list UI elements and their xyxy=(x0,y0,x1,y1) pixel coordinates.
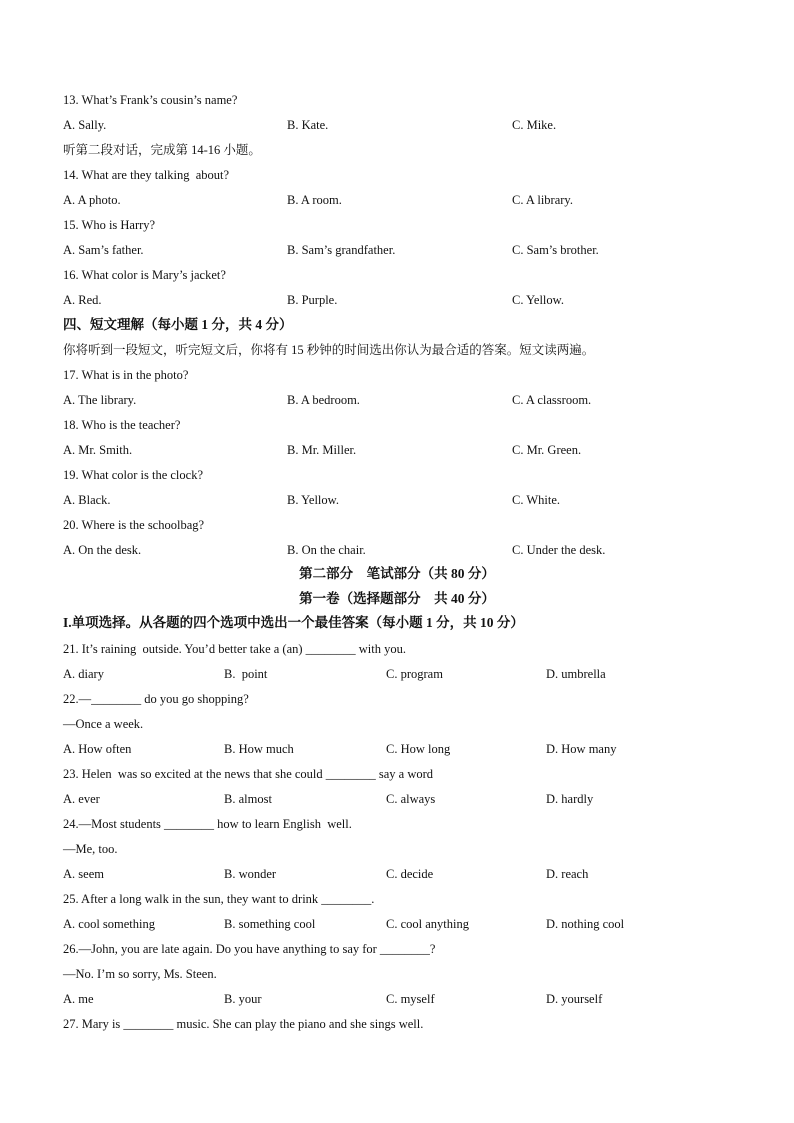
section-4-heading: 四、短文理解（每小题 1 分，共 4 分） xyxy=(63,317,293,332)
section-4-instructions: 你将听到一段短文，听完短文后，你将有 15 秒钟的时间选出你认为最合适的答案。短文读两遍。 xyxy=(63,343,595,357)
question-14-option-a: A. A photo. xyxy=(63,193,121,207)
question-24-option-d: D. reach xyxy=(546,867,589,881)
question-23-option-c: C. always xyxy=(386,792,436,806)
question-20-stem: 20. Where is the schoolbag? xyxy=(63,518,205,532)
question-24-option-b: B. wonder xyxy=(224,867,277,881)
question-26-reply: —No. I’m so sorry, Ms. Steen. xyxy=(63,967,217,981)
question-26-option-c: C. myself xyxy=(386,992,435,1006)
question-21-option-d: D. umbrella xyxy=(546,667,606,681)
question-16-option-a: A. Red. xyxy=(63,293,102,307)
question-16-option-b: B. Purple. xyxy=(287,293,338,307)
question-21-stem: 21. It’s raining outside. You’d better take a (an) ________ with you. xyxy=(63,642,407,656)
question-17-option-c: C. A classroom. xyxy=(512,393,592,407)
question-20-option-b: B. On the chair. xyxy=(287,543,366,557)
question-15-option-b: B. Sam’s grandfather. xyxy=(287,243,396,257)
question-27-stem: 27. Mary is ________ music. She can play the piano and she sings well. xyxy=(63,1017,424,1031)
question-16-stem: 16. What color is Mary’s jacket? xyxy=(63,268,226,282)
question-22-option-b: B. How much xyxy=(224,742,294,756)
question-24-stem: 24.—Most students ________ how to learn English well. xyxy=(63,817,352,831)
question-13-option-b: B. Kate. xyxy=(287,118,329,132)
question-17-stem: 17. What is in the photo? xyxy=(63,368,189,382)
question-22-reply: —Once a week. xyxy=(63,717,144,731)
question-15-stem: 15. Who is Harry? xyxy=(63,218,156,232)
question-26-stem: 26.—John, you are late again. Do you have anything to say for ________? xyxy=(63,942,436,956)
question-21-option-c: C. program xyxy=(386,667,443,681)
question-21-option-b: B. point xyxy=(224,667,268,681)
question-13-option-c: C. Mike. xyxy=(512,118,557,132)
question-23-option-a: A. ever xyxy=(63,792,100,806)
question-17-option-b: B. A bedroom. xyxy=(287,393,360,407)
question-13-stem: 13. What’s Frank’s cousin’s name? xyxy=(63,93,238,107)
question-22-option-c: C. How long xyxy=(386,742,451,756)
question-25-option-b: B. something cool xyxy=(224,917,316,931)
question-22-option-d: D. How many xyxy=(546,742,617,756)
question-23-option-b: B. almost xyxy=(224,792,272,806)
question-16-option-c: C. Yellow. xyxy=(512,293,564,307)
question-23-stem: 23. Helen was so excited at the news that she could ________ say a word xyxy=(63,767,434,781)
question-18-option-a: A. Mr. Smith. xyxy=(63,443,133,457)
question-26-option-d: D. yourself xyxy=(546,992,603,1006)
question-18-stem: 18. Who is the teacher? xyxy=(63,418,181,432)
question-22-option-a: A. How often xyxy=(63,742,132,756)
dialog-2-instructions: 听第二段对话，完成第 14-16 小题。 xyxy=(63,143,261,157)
question-26-option-b: B. your xyxy=(224,992,262,1006)
question-24-option-a: A. seem xyxy=(63,867,104,881)
question-25-option-a: A. cool something xyxy=(63,917,156,931)
question-25-stem: 25. After a long walk in the sun, they want to drink ________. xyxy=(63,892,375,906)
question-19-option-a: A. Black. xyxy=(63,493,111,507)
question-22-stem: 22.—________ do you go shopping? xyxy=(63,692,249,706)
question-18-option-c: C. Mr. Green. xyxy=(512,443,582,457)
section-1-heading: I.单项选择。从各题的四个选项中选出一个最佳答案（每小题 1 分，共 10 分） xyxy=(63,615,524,630)
question-24-option-c: C. decide xyxy=(386,867,434,881)
question-18-option-b: B. Mr. Miller. xyxy=(287,443,357,457)
question-14-option-c: C. A library. xyxy=(512,193,573,207)
question-17-option-a: A. The library. xyxy=(63,393,137,407)
question-15-option-c: C. Sam’s brother. xyxy=(512,243,599,257)
question-15-option-a: A. Sam’s father. xyxy=(63,243,144,257)
question-24-reply: —Me, too. xyxy=(63,842,118,856)
part-2-subheading: 第一卷（选择题部分 共 40 分） xyxy=(299,591,495,606)
question-26-option-a: A. me xyxy=(63,992,94,1006)
question-13-option-a: A. Sally. xyxy=(63,118,107,132)
part-2-heading: 第二部分 笔试部分（共 80 分） xyxy=(299,566,495,581)
question-25-option-c: C. cool anything xyxy=(386,917,469,931)
question-14-stem: 14. What are they talking about? xyxy=(63,168,230,182)
question-21-option-a: A. diary xyxy=(63,667,104,681)
question-19-option-b: B. Yellow. xyxy=(287,493,339,507)
question-23-option-d: D. hardly xyxy=(546,792,594,806)
question-20-option-c: C. Under the desk. xyxy=(512,543,606,557)
question-20-option-a: A. On the desk. xyxy=(63,543,142,557)
question-14-option-b: B. A room. xyxy=(287,193,342,207)
question-19-stem: 19. What color is the clock? xyxy=(63,468,204,482)
question-25-option-d: D. nothing cool xyxy=(546,917,625,931)
question-19-option-c: C. White. xyxy=(512,493,561,507)
